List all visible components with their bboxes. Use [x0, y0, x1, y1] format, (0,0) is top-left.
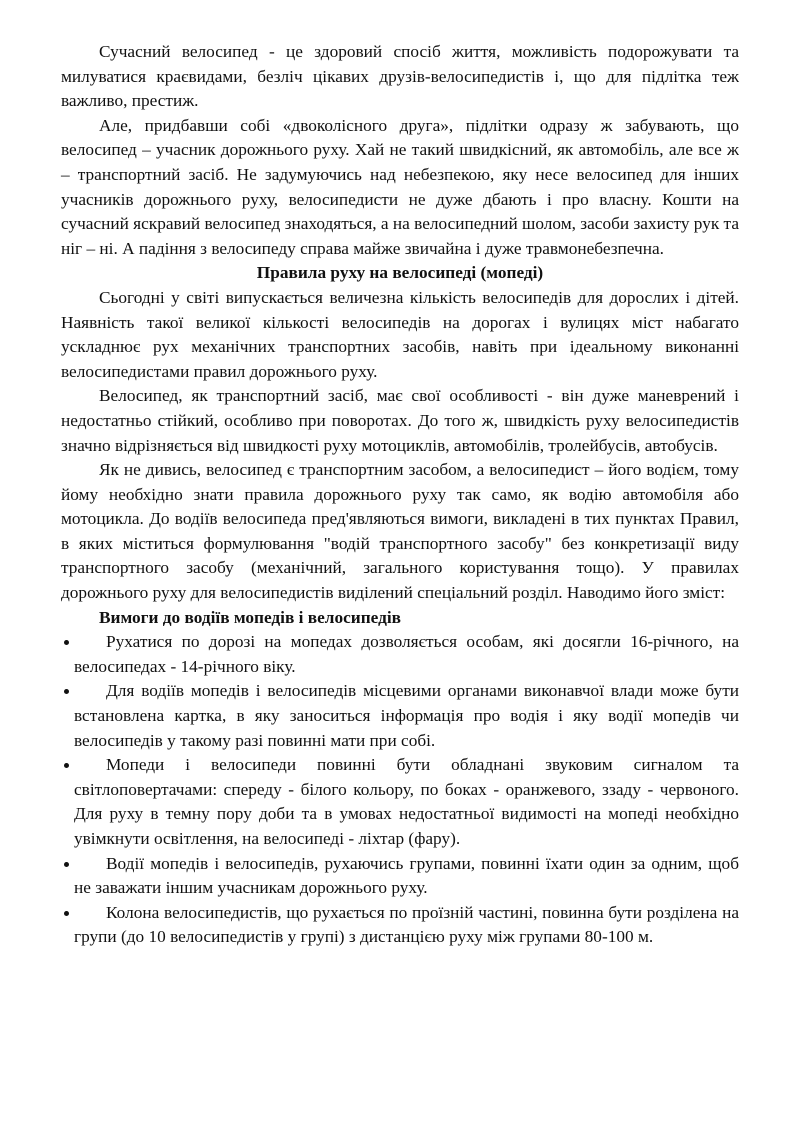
list-item [61, 753, 739, 851]
document-page [61, 40, 739, 950]
requirements-list [61, 630, 739, 950]
main-paragraph-2: Велосипед, як транспортний засіб, має свої особливості - він дуже маневрений і недостатньо стійкий, особливо при поворотах. До того ж, швидкість руху велосипедистів значно відрізняється від швидкості руху мотоциклів, автомобілів, тролейбусів, автобусів. [61, 386, 739, 455]
list-item [61, 901, 739, 950]
bullet-icon [64, 689, 69, 694]
list-item-text: Колона велосипедистів, що рухається по проїзній частині, повинна бути розділена на групи (до 10 велосипедистів у групі) з дистанцією руху між групами 80-100 м. [74, 902, 739, 947]
section-heading: Правила руху на велосипеді (мопеді) [256, 263, 544, 283]
intro-paragraph-2: Але, придбавши собі «двоколісного друга», підлітки одразу ж забувають, що велосипед – учасник дорожнього руху. Хай не такий швидкісний, як автомобіль, але все ж – транспортний засіб. Не задумуючись над небезпекою, яку несе велосипед для інших учасників дорожнього руху, велосипедисти не дуже дбають і про власну. Кошти на сучасний яскравий велосипед знаходяться, а на велосипедний шолом, засоби захисту рук та ніг – ні. А падіння з велосипеду справа майже звичайна і дуже травмонебезпечна. [61, 115, 739, 258]
list-item-text: Водії мопедів і велосипедів, рухаючись групами, повинні їхати один за одним, щоб не заважати іншим учасникам дорожнього руху. [74, 853, 739, 898]
bullet-icon [64, 862, 69, 867]
main-paragraph-3: Як не дивись, велосипед є транспортним засобом, а велосипедист – його водієм, тому йому необхідно знати правила дорожнього руху так само, як водію автомобіля або мотоцикла. До водіїв велосипеда пред'являються вимоги, викладені в тих пунктах Правил, в яких міститься формулювання "водій транспортного засобу" без конкретизації виду транспортного засобу (механічний, загального користування тощо). У правилах дорожнього руху для велосипедистів виділений спеціальний розділ. Наводимо його зміст: [61, 460, 739, 603]
list-item-text: Для водіїв мопедів і велосипедів місцевими органами виконавчої влади може бути встановлена картка, в яку заноситься інформація про водія і яку водії мопедів чи велосипедів у такому разі повинні мати при собі. [74, 681, 739, 750]
list-item-text: Мопеди і велосипеди повинні бути обладнані звуковим сигналом та світлоповертачами: спереду - білого кольору, по боках - оранжевого, ззаду - червоного. Для руху в темну пору доби та в умовах недостатньої видимості на мопеді необхідно увімкнути освітлення, на велосипеді - ліхтар (фару). [74, 755, 739, 848]
list-item [61, 852, 739, 901]
requirements-heading: Вимоги до водіїв мопедів і велосипедів [99, 607, 401, 627]
list-item-text: Рухатися по дорозі на мопедах дозволяється особам, які досягли 16-річного, на велосипедах - 14-річного віку. [74, 632, 739, 676]
main-paragraph-1: Сьогодні у світі випускається величезна кількість велосипедів для дорослих і дітей. Наявність такої великої кількості велосипедів на дорогах і вулицях міст набагато ускладнює рух механічних транспортних засобів, навіть при ідеальному виконанні велосипедистами правил дорожнього руху. [61, 287, 739, 381]
list-item [61, 630, 739, 679]
bullet-icon [64, 640, 69, 645]
intro-paragraph-1: Сучасний велосипед - це здоровий спосіб життя, можливість подорожувати та милуватися краєвидами, безліч цікавих друзів-велосипедистів і, що для підлітка теж важливо, престиж. [61, 42, 739, 111]
bullet-icon [64, 763, 69, 768]
list-item [61, 679, 739, 753]
bullet-icon [64, 911, 69, 916]
